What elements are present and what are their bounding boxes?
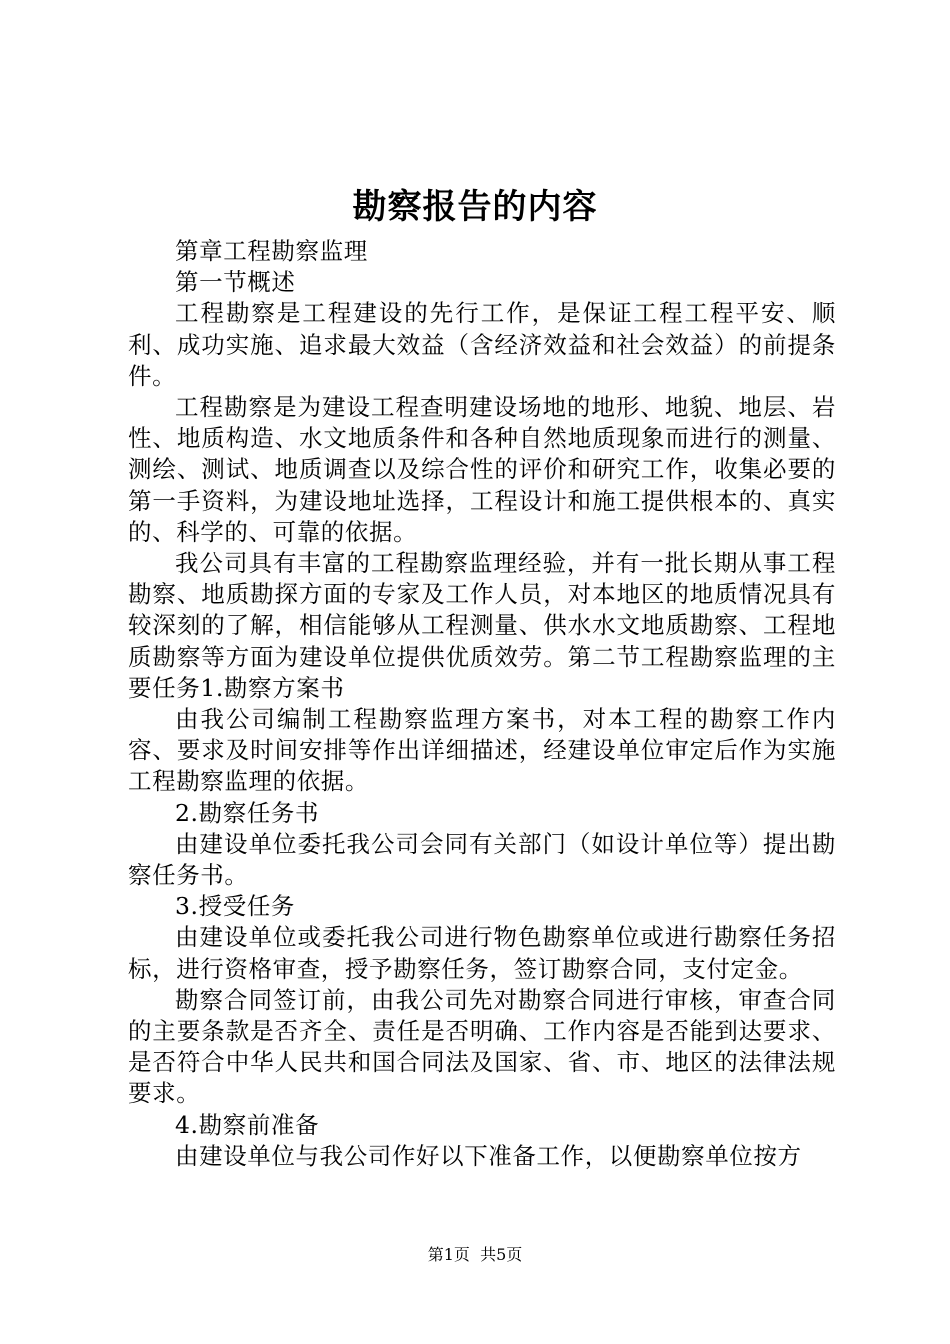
- paragraph: 由建设单位委托我公司会同有关部门（如设计单位等）提出勘察任务书。: [128, 829, 836, 890]
- page-footer: [0, 1243, 950, 1267]
- paragraph: 我公司具有丰富的工程勘察监理经验，并有一批长期从事工程勘察、地质勘探方面的专家及工作人员，对本地区的地质情况具有较深刻的了解，相信能够从工程测量、供水水文地质勘察、工程地质勘察等方面为建设单位提供优质效劳。第二节工程勘察监理的主要任务1.勘察方案书: [128, 549, 836, 702]
- paragraph: 由建设单位或委托我公司进行物色勘察单位或进行勘察任务招标，进行资格审查，授予勘察任务，签订勘察合同，支付定金。: [128, 923, 836, 983]
- subheading: 3.授受任务: [175, 892, 296, 921]
- paragraph: 工程勘察是工程建设的先行工作，是保证工程工程平安、顺利、成功实施、追求最大效益（含经济效益和社会效益）的前提条件。: [128, 299, 836, 390]
- paragraph: 勘察合同签订前，由我公司先对勘察合同进行审核，审查合同的主要条款是否齐全、责任是否明确、工作内容是否能到达要求、是否符合中华人民共和国合同法及国家、省、市、地区的法律法规要求。: [128, 985, 836, 1108]
- document-title: 勘察报告的内容: [352, 187, 598, 227]
- chapter-heading: 第章工程勘察监理: [175, 237, 368, 265]
- footer-separator: [470, 1245, 480, 1264]
- paragraph: 由建设单位与我公司作好以下准备工作，以便勘察单位按方: [175, 1141, 802, 1170]
- document-body: [128, 236, 836, 1172]
- paragraph: 由我公司编制工程勘察监理方案书，对本工程的勘察工作内容、要求及时间安排等作出详细描述，经建设单位审定后作为实施工程勘察监理的依据。: [128, 705, 836, 796]
- paragraph: 工程勘察是为建设工程查明建设场地的地形、地貌、地层、岩性、地质构造、水文地质条件和各种自然地质现象而进行的测量、测绘、测试、地质调查以及综合性的评价和研究工作，收集必要的第一手资料，为建设地址选择，工程设计和施工提供根本的、真实的、科学的、可靠的依据。: [128, 393, 836, 546]
- page-total: 共5页: [480, 1245, 523, 1264]
- page-number: 第1页: [427, 1245, 470, 1264]
- subheading: 2.勘察任务书: [175, 798, 320, 827]
- section-heading: 第一节概述: [175, 268, 296, 297]
- subheading: 4.勘察前准备: [175, 1110, 320, 1139]
